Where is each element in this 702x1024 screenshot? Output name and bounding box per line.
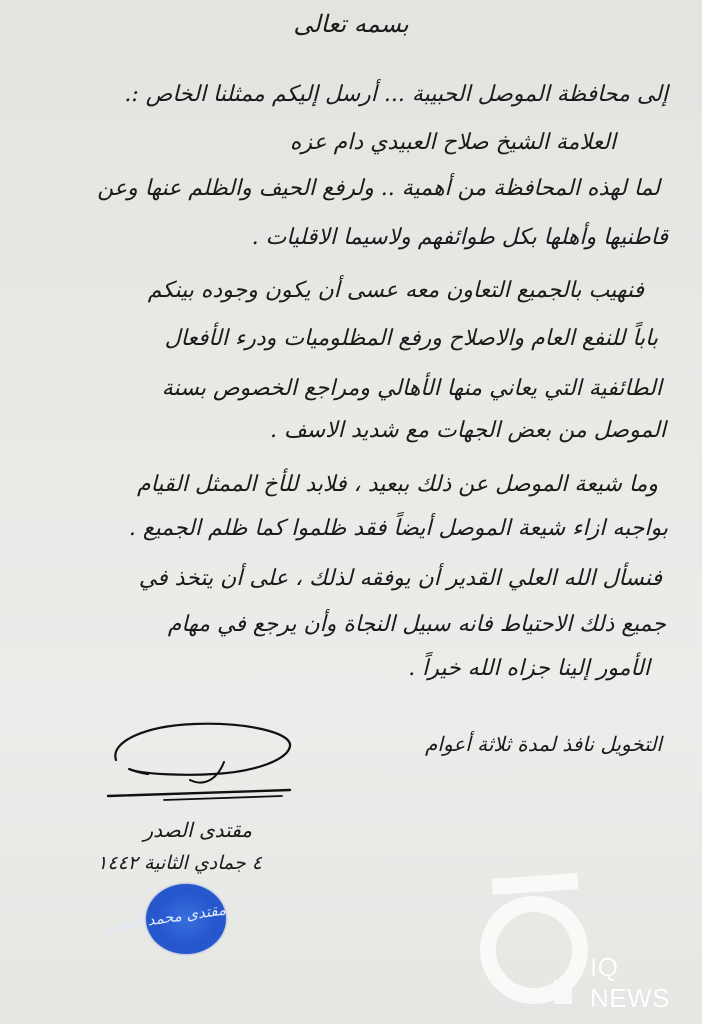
letter-line: وما شيعة الموصل عن ذلك ببعيد ، فلابد للأخ الممثل القيام — [136, 472, 658, 497]
letter-line: لما لهذه المحافظة من أهمية .. ولرفع الحيف والظلم عنها وعن — [97, 176, 660, 201]
letter-line: إلى محافظة الموصل الحبيبة ... أرسل إليكم ممثلنا الخاص :. — [124, 82, 668, 107]
signatory-name: مقتدى الصدر — [143, 818, 252, 842]
handwritten-signature — [104, 712, 304, 807]
letter-header: بسمه تعالى — [293, 10, 409, 38]
authorization-validity-note: التخويل نافذ لمدة ثلاثة أعوام — [425, 732, 662, 756]
letter-line: العلامة الشيخ صلاح العبيدي دام عزه — [289, 130, 616, 155]
official-stamp — [105, 884, 227, 954]
letter-line: الطائفية التي يعاني منها الأهالي ومراجع الخصوص بسنة — [161, 376, 662, 401]
letter-line: جميع ذلك الاحتياط فانه سبيل النجاة وأن يرجع في مهام — [167, 612, 666, 637]
letter-line: الموصل من بعض الجهات مع شديد الاسف . — [270, 418, 666, 443]
letter-line: قاطنيها وأهلها بكل طوائفهم ولاسيما الاقليات . — [251, 225, 668, 250]
stamp-text: مقتدى محمد الصدر — [105, 900, 227, 936]
letter-line: فنهيب بالجميع التعاون معه عسى أن يكون وجوده بينكم — [147, 278, 644, 303]
watermark-brand: IQ NEWS — [590, 952, 670, 1013]
letter-line: بواجبه ازاء شيعة الموصل أيضاً فقد ظلموا كما ظلم الجميع . — [128, 516, 668, 541]
letter-line: فنسأل الله العلي القدير أن يوفقه لذلك ، على أن يتخذ في — [138, 566, 662, 591]
signature-date: ٤ جمادي الثانية ١٤٤٢ — [97, 852, 262, 874]
letter-line: الأمور إلينا جزاه الله خيراً . — [408, 656, 650, 681]
letter-line: باباً للنفع العام والاصلاح ورفع المظلوميات ودرء الأفعال — [164, 326, 658, 351]
